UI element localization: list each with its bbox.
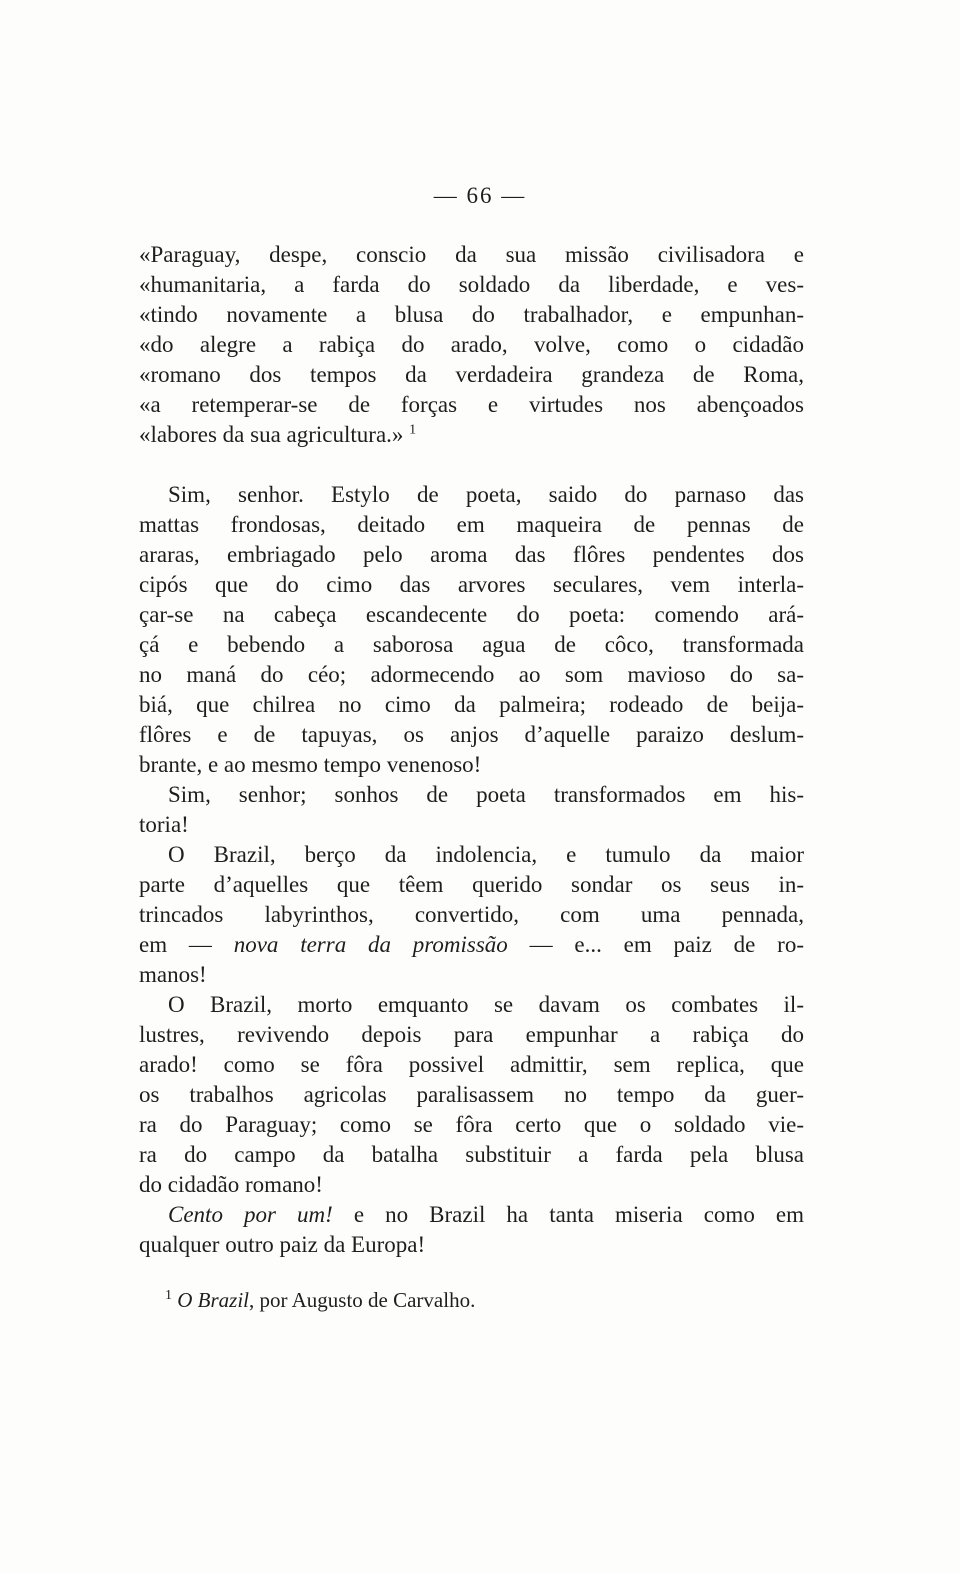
text-line: ra do campo da batalha substituir a farda pela blusa	[139, 1142, 804, 1167]
quoted-passage	[139, 240, 804, 450]
page-number: — 66 —	[433, 183, 527, 208]
italic-phrase: nova terra da promissão	[233, 932, 508, 957]
text-line: qualquer outro paiz da Europa!	[139, 1232, 426, 1257]
text-line: os trabalhos agricolas paralisassem no tempo da guer-	[139, 1082, 804, 1107]
paragraph	[139, 1200, 804, 1260]
footnote-book-title: O Brazil	[177, 1288, 250, 1312]
text-line: Sim, senhor; sonhos de poeta transformados em his-	[168, 782, 804, 807]
paragraph	[139, 990, 804, 1200]
paragraph	[139, 480, 804, 780]
footnote	[139, 1286, 804, 1314]
page-body	[139, 240, 804, 1314]
footnote-marker: 1	[165, 1288, 172, 1303]
quote-line: «humanitaria, a farda do soldado da liberdade, e ves-	[139, 272, 804, 297]
text-line: Sim, senhor. Estylo de poeta, saido do parnaso das	[168, 482, 804, 507]
text-line: mattas frondosas, deitado em maqueira de pennas de	[139, 512, 804, 537]
paragraph	[139, 840, 804, 990]
footnote-text: , por Augusto de Carvalho.	[249, 1288, 476, 1312]
text-line: cipós que do cimo das arvores seculares, vem interla-	[139, 572, 804, 597]
text-line: biá, que chilrea no cimo da palmeira; rodeado de beija-	[139, 692, 804, 717]
text-line: araras, embriagado pelo aroma das flôres pendentes dos	[139, 542, 804, 567]
quote-line: «a retemperar-se de forças e virtudes nos abençoados	[139, 392, 804, 417]
text-line	[139, 1200, 804, 1230]
text-line: O Brazil, berço da indolencia, e tumulo da maior	[168, 842, 804, 867]
text-line: toria!	[139, 812, 189, 837]
text-line: parte d’aquelles que têem querido sondar os seus in-	[139, 872, 804, 897]
text-line: lustres, revivendo depois para empunhar a rabiça do	[139, 1022, 804, 1047]
text-line: manos!	[139, 962, 207, 987]
footnote-ref: 1	[409, 422, 417, 438]
quote-line: «Paraguay, despe, conscio da sua missão civilisadora e	[139, 242, 804, 267]
text-segment: — e... em paiz de ro-	[507, 932, 804, 957]
quote-line: «romano dos tempos da verdadeira grandeza de Roma,	[139, 362, 804, 387]
quote-line-text: «labores da sua agricultura.»	[139, 422, 404, 447]
text-line: brante, e ao mesmo tempo venenoso!	[139, 752, 482, 777]
text-line: arado! como se fôra possivel admittir, sem replica, que	[139, 1052, 804, 1077]
text-line	[139, 930, 804, 960]
quote-line: «tindo novamente a blusa do trabalhador, e empunhan-	[139, 302, 804, 327]
text-segment: e no Brazil ha tanta miseria como em	[332, 1202, 804, 1227]
quote-line	[139, 420, 804, 450]
text-line: ra do Paraguay; como se fôra certo que o soldado vie-	[139, 1112, 804, 1137]
text-line: do cidadão romano!	[139, 1172, 323, 1197]
italic-phrase: Cento por um!	[168, 1202, 333, 1227]
text-line: flôres e de tapuyas, os anjos d’aquelle paraizo deslum-	[139, 722, 804, 747]
text-line: çá e bebendo a saborosa agua de côco, transformada	[139, 632, 804, 657]
text-line: trincados labyrinthos, convertido, com uma pennada,	[139, 902, 804, 927]
quote-line: «do alegre a rabiça do arado, volve, como o cidadão	[139, 332, 804, 357]
text-line: O Brazil, morto emquanto se davam os combates il-	[168, 992, 804, 1017]
text-line: çar-se na cabeça escandecente do poeta: comendo ará-	[139, 602, 804, 627]
paragraph	[139, 780, 804, 840]
text-segment: em —	[139, 932, 234, 957]
text-line: no maná do céo; adormecendo ao som mavioso do sa-	[139, 662, 804, 687]
